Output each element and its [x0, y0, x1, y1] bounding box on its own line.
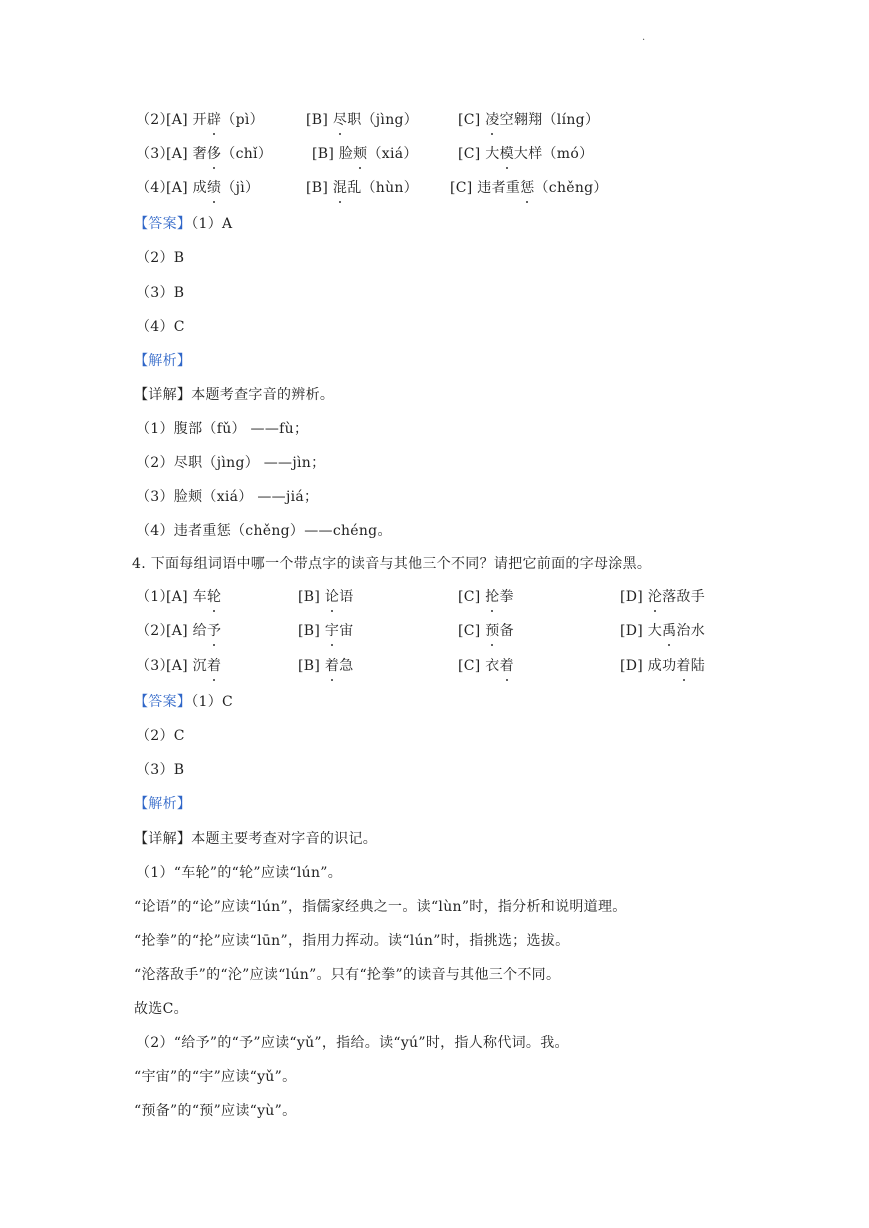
row-label: （3）: [136, 658, 174, 674]
option-c: [C] 凌空翱翔（líng）: [458, 112, 600, 128]
answer-tag: 【答案】: [134, 694, 192, 710]
q3-answer-line: [134, 214, 232, 234]
option-d: [D] 大禹治水: [620, 623, 706, 639]
option-a: [A] 沉着: [166, 658, 222, 674]
analysis-line: “论语”的“论”应读“lún”，指儒家经典之一。读“lùn”时，指分析和说明道理。: [134, 899, 627, 915]
option-c: [C] 违者重惩（chěng）: [450, 180, 608, 196]
option-c: [C] 抡拳: [458, 589, 514, 605]
analysis-tag: 【解析】: [134, 796, 192, 812]
option-d: [D] 沦落敌手: [620, 589, 706, 605]
answer-item: （4）C: [136, 319, 185, 335]
analysis-line: （4）违者重惩（chěng）——chéng。: [136, 523, 392, 539]
option-d: [D] 成功着陆: [620, 658, 706, 674]
answer-item: （1）C: [191, 694, 234, 710]
question-4: 4. 下面每组词语中哪一个带点字的读音与其他三个不同？请把它前面的字母涂黑。: [132, 556, 652, 572]
analysis-line: （1）“车轮”的“轮”应读“lún”。: [136, 865, 343, 881]
analysis-line: “沦落敌手”的“沦”应读“lún”。只有“抡拳”的读音与其他三个不同。: [134, 967, 561, 983]
analysis-line: “宇宙”的“宇”应读“yǔ”。: [134, 1069, 297, 1085]
page-mark: .: [642, 32, 646, 43]
answer-tag: 【答案】: [134, 216, 192, 232]
option-b: [B] 宇宙: [298, 623, 354, 639]
option-b: [B] 混乱（hùn）: [306, 180, 419, 196]
answer-item: （2）C: [136, 728, 185, 744]
analysis-line: （3）脸颊（xiá） ——jiá；: [136, 489, 319, 505]
row-label: （2）: [136, 623, 174, 639]
row-label: （2）: [136, 112, 174, 128]
option-c: [C] 预备: [458, 623, 514, 639]
option-a: [A] 成绩（jì）: [166, 180, 260, 196]
answer-item: （1）A: [191, 216, 233, 232]
analysis-line: 故选C。: [134, 1001, 188, 1017]
answer-item: （3）B: [136, 285, 185, 301]
option-a: [A] 车轮: [166, 589, 222, 605]
analysis-tag: 【解析】: [134, 353, 192, 369]
option-b: [B] 论语: [298, 589, 354, 605]
option-a: [A] 奢侈（chǐ）: [166, 146, 273, 162]
option-b: [B] 脸颊（xiá）: [312, 146, 418, 162]
option-a: [A] 开辟（pì）: [166, 112, 264, 128]
option-c: [C] 衣着: [458, 658, 514, 674]
option-b: [B] 尽职（jìng）: [306, 112, 419, 128]
row-label: （3）: [136, 146, 174, 162]
answer-item: （3）B: [136, 762, 185, 778]
row-label: （4）: [136, 180, 174, 196]
option-b: [B] 着急: [298, 658, 354, 674]
detail-heading: 【详解】本题考查字音的辨析。: [134, 387, 335, 403]
row-label: （1）: [136, 589, 174, 605]
option-c: [C] 大模大样（mó）: [458, 146, 594, 162]
analysis-line: （2）“给予”的“予”应读“yǔ”，指给。读“yú”时，指人称代词。我。: [136, 1035, 569, 1051]
q4-answer-line: [134, 692, 233, 712]
analysis-line: （1）腹部（fǔ） ——fù；: [136, 421, 309, 437]
analysis-line: “预备”的“预”应读“yù”。: [134, 1103, 297, 1119]
analysis-line: “抡拳”的“抡”应读“lūn”，指用力挥动。读“lún”时，指挑选；选拔。: [134, 933, 570, 949]
analysis-line: （2）尽职（jìng） ——jìn；: [136, 455, 326, 471]
answer-item: （2）B: [136, 250, 185, 266]
detail-heading: 【详解】本题主要考查对字音的识记。: [134, 831, 378, 847]
option-a: [A] 给予: [166, 623, 222, 639]
